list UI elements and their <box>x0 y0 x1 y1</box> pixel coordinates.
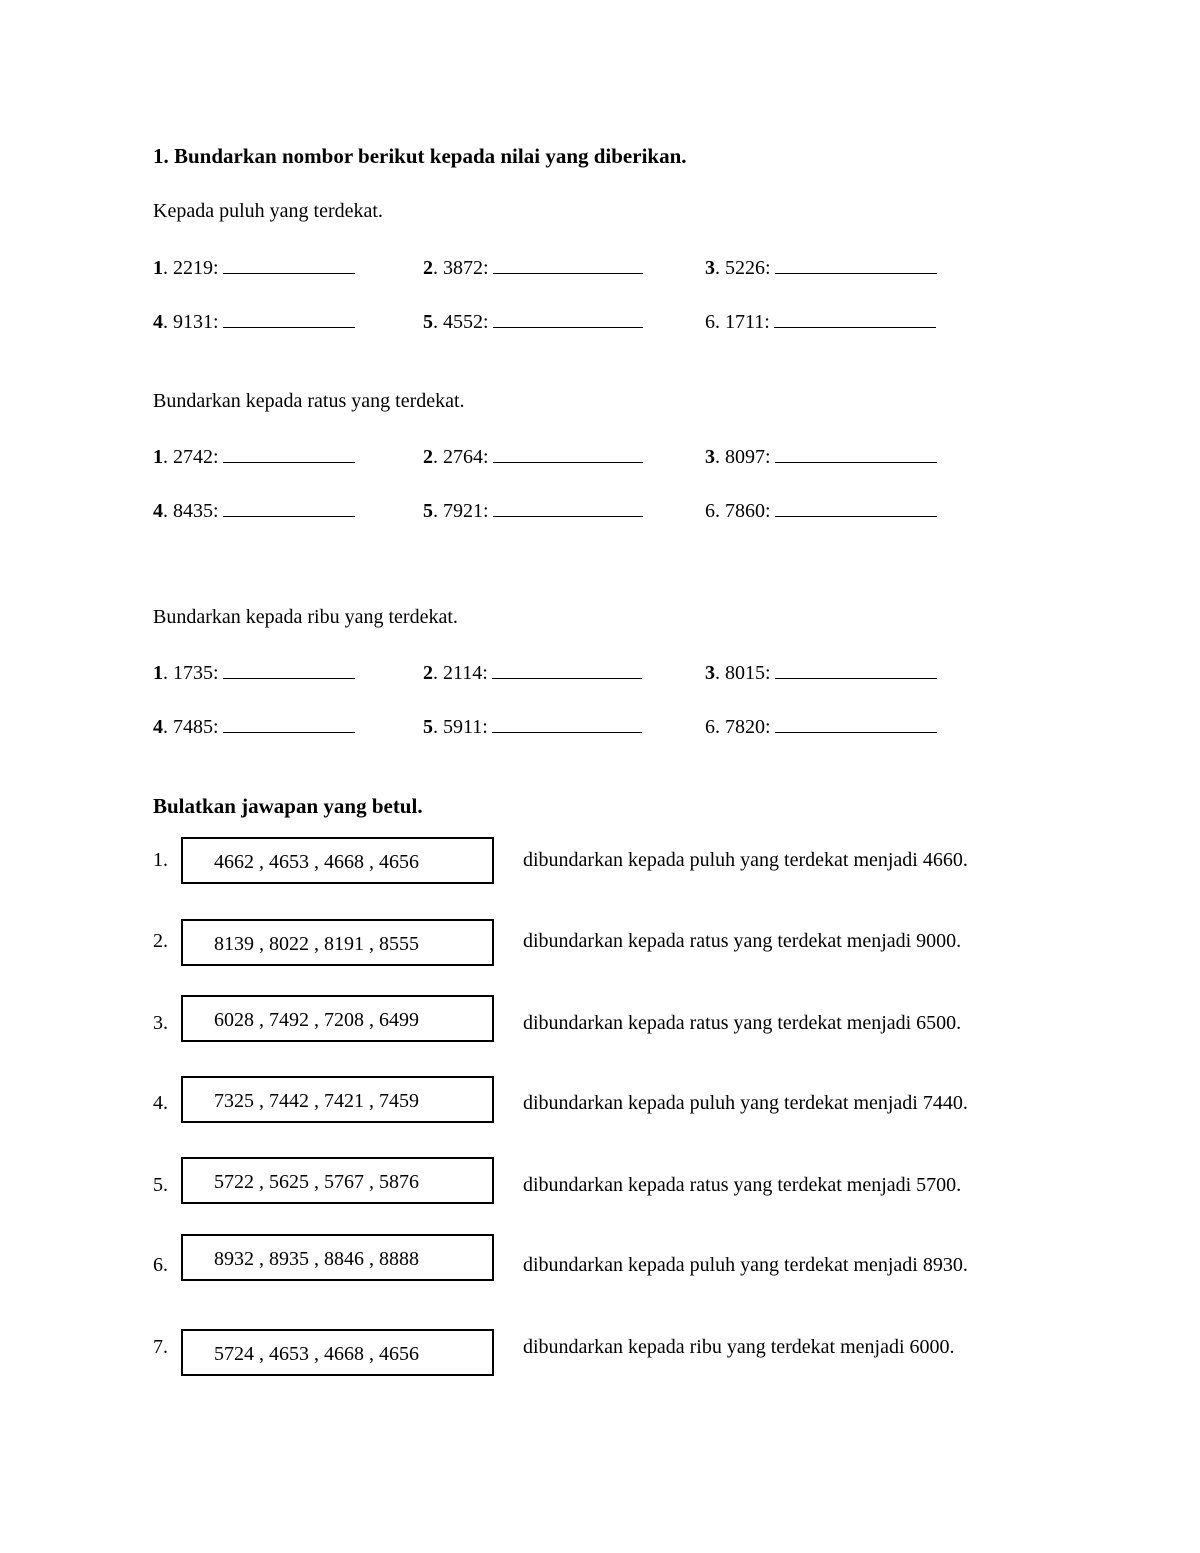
question-number: 2. <box>153 930 168 952</box>
exercise-item: 4. 7485: <box>153 714 355 737</box>
question-number: 4. <box>153 1092 168 1114</box>
options-text: 5724 , 4653 , 4668 , 4656 <box>214 1343 419 1365</box>
question-text: dibundarkan kepada puluh yang terdekat menjadi 8930. <box>523 1254 968 1276</box>
options-box[interactable] <box>181 995 494 1042</box>
exercise-item: 3. 8097: <box>705 444 937 467</box>
exercise-item: 6. 1711: <box>705 309 936 332</box>
exercise-item: 2. 2114: <box>423 660 642 683</box>
options-box[interactable] <box>181 1076 494 1123</box>
question-number: 6. <box>153 1254 168 1276</box>
exercise-item: 5. 7921: <box>423 498 643 521</box>
answer-blank[interactable] <box>493 255 643 274</box>
question-text: dibundarkan kepada ratus yang terdekat menjadi 9000. <box>523 930 962 952</box>
exercise-item: 6. 7860: <box>705 498 937 521</box>
question-number: 7. <box>153 1336 168 1358</box>
answer-blank[interactable] <box>775 444 937 463</box>
options-text: 8139 , 8022 , 8191 , 8555 <box>214 933 419 955</box>
answer-blank[interactable] <box>223 309 355 328</box>
options-box[interactable] <box>181 1157 494 1204</box>
answer-blank[interactable] <box>775 498 937 517</box>
answer-blank[interactable] <box>775 660 937 679</box>
options-box[interactable] <box>181 1329 494 1376</box>
question-text: dibundarkan kepada ratus yang terdekat menjadi 5700. <box>523 1174 962 1196</box>
exercise-item: 3. 5226: <box>705 255 937 278</box>
options-text: 8932 , 8935 , 8846 , 8888 <box>214 1248 419 1270</box>
exercise-item: 2. 2764: <box>423 444 643 467</box>
answer-blank[interactable] <box>775 255 937 274</box>
exercise-item: 5. 4552: <box>423 309 643 332</box>
options-text: 7325 , 7442 , 7421 , 7459 <box>214 1090 419 1112</box>
options-text: 6028 , 7492 , 7208 , 6499 <box>214 1009 419 1031</box>
answer-blank[interactable] <box>223 714 355 733</box>
answer-blank[interactable] <box>492 660 642 679</box>
question-number: 1. <box>153 849 168 871</box>
exercise-item: 4. 8435: <box>153 498 355 521</box>
options-box[interactable] <box>181 919 494 966</box>
answer-blank[interactable] <box>493 498 643 517</box>
exercise-item: 3. 8015: <box>705 660 937 683</box>
answer-blank[interactable] <box>223 255 355 274</box>
exercise-item: 2. 3872: <box>423 255 643 278</box>
exercise-item: 1. 2742: <box>153 444 355 467</box>
group-heading-puluh: Kepada puluh yang terdekat. <box>153 200 383 222</box>
answer-blank[interactable] <box>493 309 643 328</box>
answer-blank[interactable] <box>774 309 936 328</box>
group-heading-ratus: Bundarkan kepada ratus yang terdekat. <box>153 390 465 412</box>
answer-blank[interactable] <box>223 498 355 517</box>
options-box[interactable] <box>181 1234 494 1281</box>
answer-blank[interactable] <box>223 444 355 463</box>
exercise-item: 1. 2219: <box>153 255 355 278</box>
group-heading-ribu: Bundarkan kepada ribu yang terdekat. <box>153 606 458 628</box>
exercise-item: 1. 1735: <box>153 660 355 683</box>
question-text: dibundarkan kepada ribu yang terdekat menjadi 6000. <box>523 1336 955 1358</box>
question-text: dibundarkan kepada puluh yang terdekat menjadi 7440. <box>523 1092 968 1114</box>
answer-blank[interactable] <box>492 714 642 733</box>
question-text: dibundarkan kepada ratus yang terdekat menjadi 6500. <box>523 1012 962 1034</box>
question-number: 3. <box>153 1012 168 1034</box>
options-text: 4662 , 4653 , 4668 , 4656 <box>214 851 419 873</box>
circle-section-title: Bulatkan jawapan yang betul. <box>153 794 423 818</box>
answer-blank[interactable] <box>493 444 643 463</box>
section-title: 1. Bundarkan nombor berikut kepada nilai yang diberikan. <box>153 144 687 168</box>
question-number: 5. <box>153 1174 168 1196</box>
answer-blank[interactable] <box>775 714 937 733</box>
question-text: dibundarkan kepada puluh yang terdekat menjadi 4660. <box>523 849 968 871</box>
exercise-item: 6. 7820: <box>705 714 937 737</box>
options-text: 5722 , 5625 , 5767 , 5876 <box>214 1171 419 1193</box>
answer-blank[interactable] <box>223 660 355 679</box>
exercise-item: 4. 9131: <box>153 309 355 332</box>
options-box[interactable] <box>181 837 494 884</box>
exercise-item: 5. 5911: <box>423 714 642 737</box>
